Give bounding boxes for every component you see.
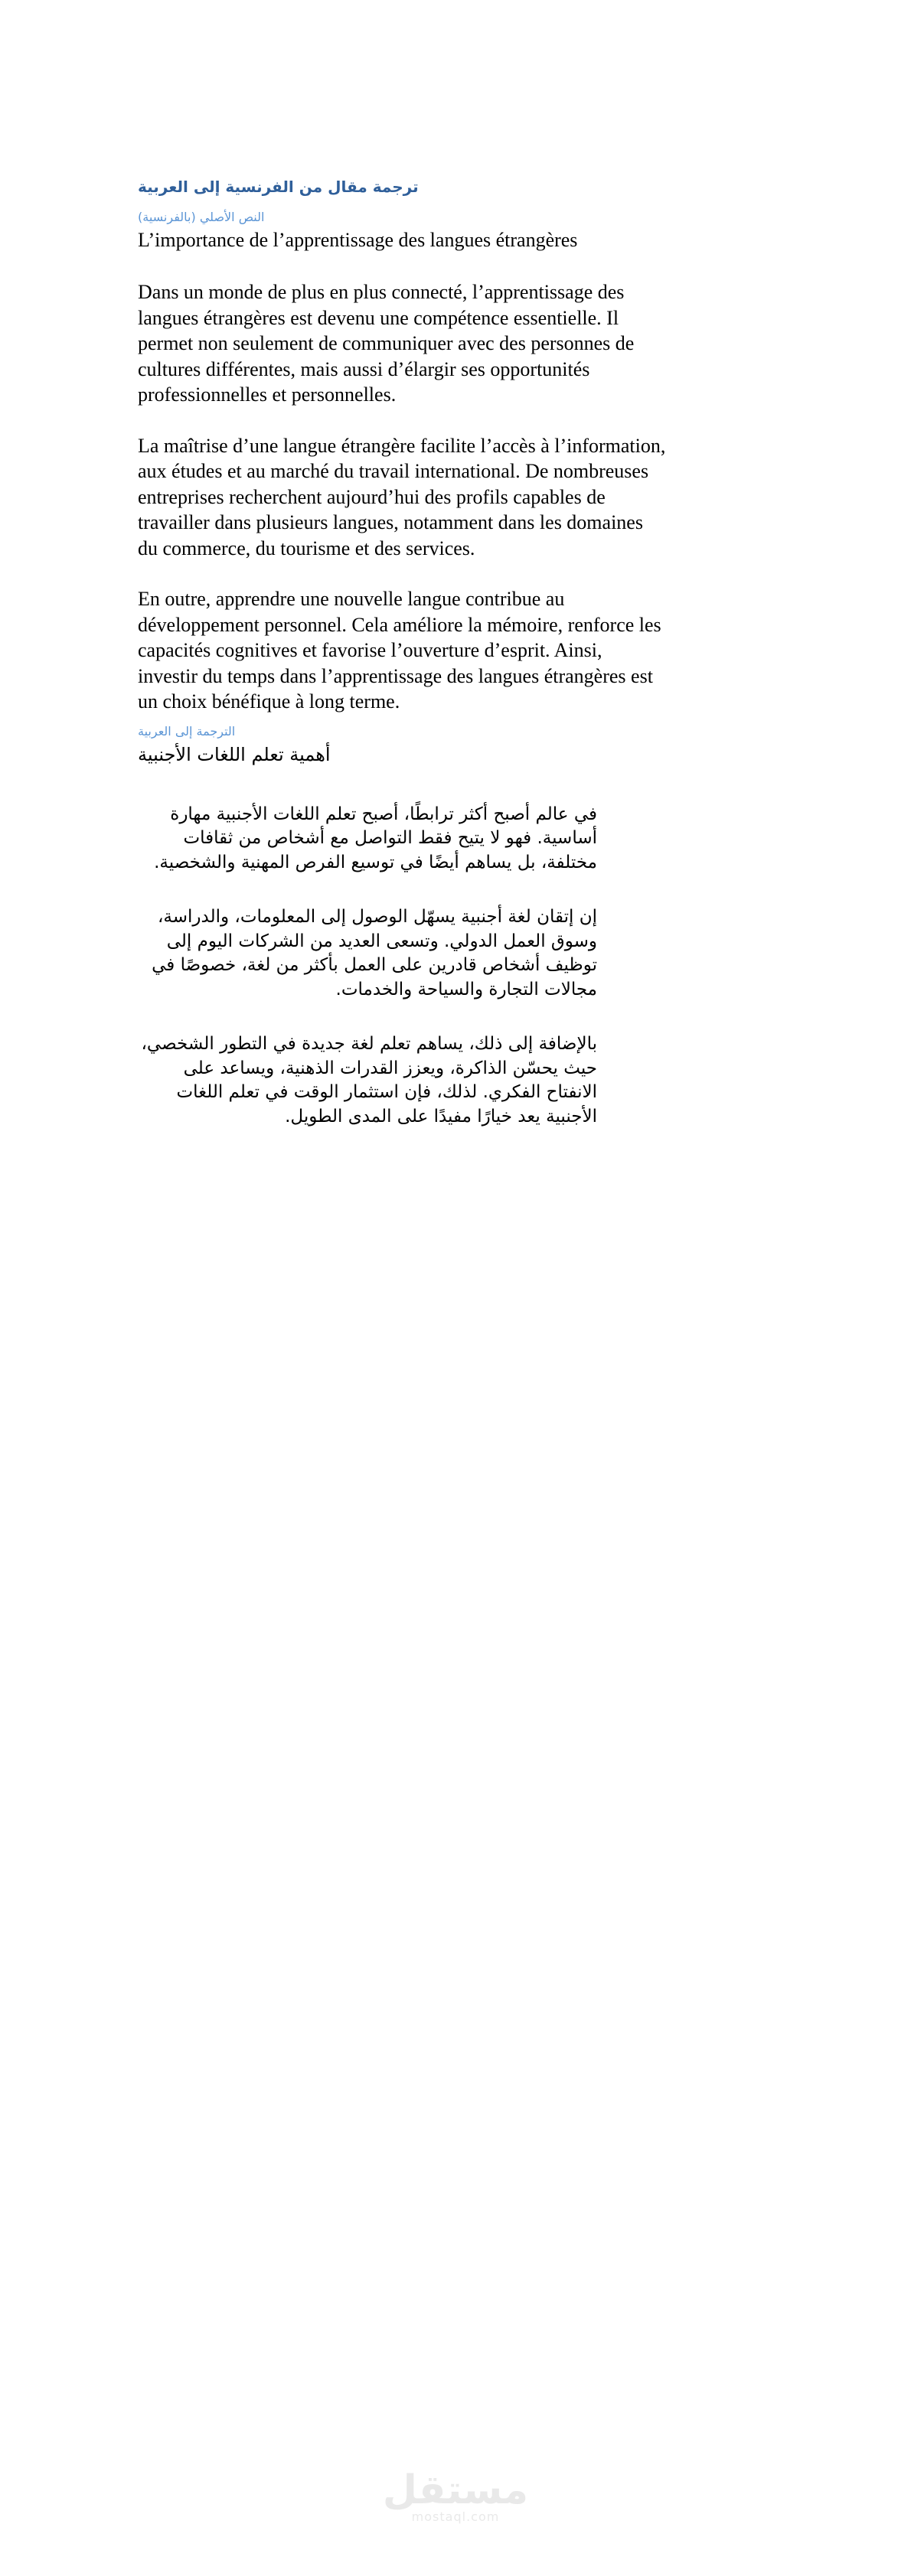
original-paragraph-2: La maîtrise d’une langue étrangère facilite l’accès à l’information, aux études et au marché du travail international. De nombreuses entreprises recherchent aujourd’hui des profils capables de travailler dans plusieurs langues, notamment dans les domaines du commerce, du tourisme et des services. (138, 434, 666, 559)
translation-heading: أهمية تعلم اللغات الأجنبية (138, 743, 331, 765)
translation-paragraph-3: بالإضافة إلى ذلك، يساهم تعلم لغة جديدة في التطور الشخصي، حيث يحسّن الذاكرة، ويعزز القدرات الذهنية، ويساعد على الانفتاح الفكري. لذلك، فإن استثمار الوقت في تعلم اللغات الأجنبية يعد خيارًا مفيدًا على المدى الطويل. (141, 1034, 597, 1127)
translation-paragraph-2: إن إتقان لغة أجنبية يسهّل الوصول إلى المعلومات، والدراسة، وسوق العمل الدولي. وتسعى العديد من الشركات اليوم إلى توظيف أشخاص قادرين على العمل بأكثر من لغة، خصوصًا في مجالات التجارة والسياحة والخدمات. (152, 907, 597, 999)
translation-section-label: الترجمة إلى العربية (138, 723, 236, 739)
document-title: ترجمة مقال من الفرنسية إلى العربية (138, 178, 419, 196)
watermark (0, 2468, 911, 2524)
original-section-label: النص الأصلي (بالفرنسية) (138, 210, 265, 224)
watermark-logo: مستقل (382, 2467, 529, 2513)
original-paragraph-3: En outre, apprendre une nouvelle langue contribue au développement personnel. Cela améliore la mémoire, renforce les capacités cognitives et favorise l’ouverture d’esprit. Ainsi, investir du temps dans l’apprentissage des langues étrangères est un choix bénéfique à long terme. (138, 588, 661, 712)
original-paragraph-1: Dans un monde de plus en plus connecté, l’apprentissage des langues étrangères est devenu une compétence essentielle. Il permet non seulement de communiquer avec des personnes de cultures différentes, mais aussi d’élargir ses opportunités professionnelles et personnelles. (138, 281, 635, 406)
original-heading: L’importance de l’apprentissage des langues étrangères (138, 229, 578, 251)
document (138, 168, 666, 1159)
watermark-url: mostaql.com (411, 2509, 500, 2524)
translation-paragraph-1: في عالم أصبح أكثر ترابطًا، أصبح تعلم اللغات الأجنبية مهارة أساسية. فهو لا يتيح فقط التواصل مع أشخاص من ثقافات مختلفة، بل يساهم أيضًا في توسيع الفرص المهنية والشخصية. (154, 804, 597, 872)
